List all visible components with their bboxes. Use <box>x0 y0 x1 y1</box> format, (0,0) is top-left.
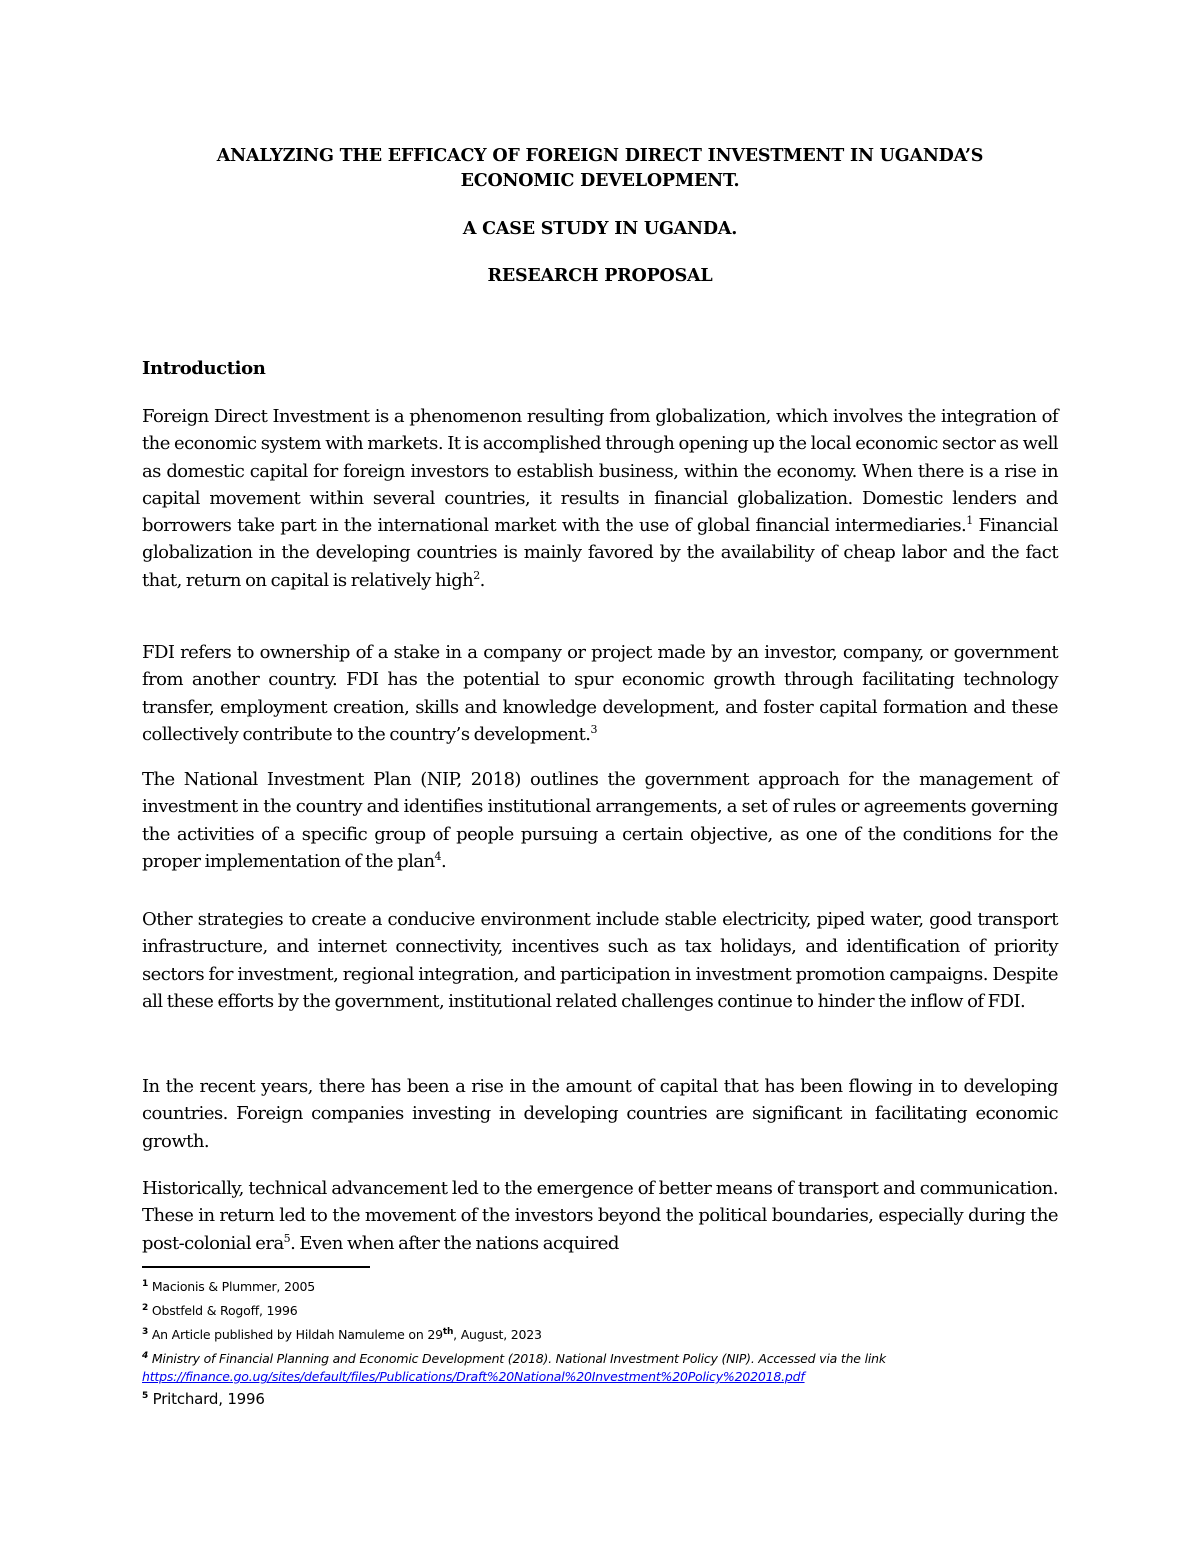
paragraph-text: Historically, technical advancement led to the emergence of better means of transport and communication. These in return led to the movement of the investors beyond the political boundaries, especially during the post-colonial era <box>142 1178 1058 1254</box>
footnote-2 <box>142 1302 298 1320</box>
paragraph-text: The National Investment Plan (NIP, 2018) outlines the government approach for the management of investment in the country and identifies institutional arrangements, a set of rules or agreements governing the activities of a specific group of people pursuing a certain objective, as one of the conditions for the proper implementation of the plan <box>142 769 1058 872</box>
footnote-number: 1 <box>142 1278 149 1289</box>
footnote-number: 5 <box>142 1391 149 1401</box>
paragraph-text: . <box>479 569 485 591</box>
footnote-number: 2 <box>142 1302 149 1313</box>
document-title-line-2: ECONOMIC DEVELOPMENT. <box>460 171 740 191</box>
introduction-paragraph-6 <box>142 1175 1058 1257</box>
document-type-label: RESEARCH PROPOSAL <box>487 266 713 286</box>
footnote-reference-1: 1 <box>966 514 973 528</box>
paragraph-text: Foreign Direct Investment is a phenomenon resulting from globalization, which involves the integration of the economic system with markets. It is accomplished through opening up the local economic sector as well as domestic capital for foreign investors to establish business, within the economy. When there is a rise in capital movement within several countries, it results in financial globalization. Domestic lenders and borrowers take part in the international market with the use of global financial intermediaries. <box>142 406 1058 537</box>
paragraph-text: Financial globalization in the developing countries is mainly favored by the availability of cheap labor and the fact that, return on capital is relatively high <box>142 515 1059 591</box>
footnote-3 <box>142 1326 542 1344</box>
footnote-number: 4 <box>142 1350 149 1361</box>
paragraph-text: . Even when after the nations acquired <box>290 1232 619 1254</box>
footnote-text: Ministry of Financial Planning and Economic Development (2018). National Investment Policy (NIP). Accessed via the link <box>148 1351 886 1366</box>
introduction-paragraph-1 <box>142 403 1058 594</box>
paragraph-text: FDI refers to ownership of a stake in a company or project made by an investor, company, or government from another country. FDI has the potential to spur economic growth through facilitating technology transfer, employment creation, skills and knowledge development, and foster capital formation and these collectively contribute to the country’s development. <box>142 642 1058 745</box>
introduction-paragraph-5: In the recent years, there has been a rise in the amount of capital that has been flowing in to developing countries. Foreign companies investing in developing countries are significant in facilitating economic growth. <box>142 1076 1058 1152</box>
footnote-4 <box>142 1350 1022 1386</box>
introduction-heading: Introduction <box>142 358 266 379</box>
footnote-number: 3 <box>142 1326 149 1337</box>
introduction-paragraph-2 <box>142 639 1058 748</box>
document-subtitle: A CASE STUDY IN UGANDA. <box>462 219 738 239</box>
footnote-separator <box>142 1266 370 1268</box>
footnote-reference-2: 2 <box>473 568 480 582</box>
footnote-5 <box>142 1390 265 1408</box>
footnote-1 <box>142 1278 315 1296</box>
footnote-ordinal-suffix: th <box>442 1326 454 1337</box>
footnote-text: Pritchard, 1996 <box>148 1390 265 1408</box>
footnote-text: , August, 2023 <box>453 1327 542 1342</box>
document-title-line-1: ANALYZING THE EFFICACY OF FOREIGN DIRECT INVESTMENT IN UGANDA’S <box>216 146 984 166</box>
footnote-text: Obstfeld & Rogoff, 1996 <box>148 1303 298 1318</box>
footnote-text: Macionis & Plummer, 2005 <box>148 1279 315 1294</box>
introduction-paragraph-4: Other strategies to create a conducive environment include stable electricity, piped water, good transport infrastructure, and internet connectivity, incentives such as tax holidays, and identification of priority sectors for investment, regional integration, and participation in investment promotion campaigns. Despite all these efforts by the government, institutional related challenges continue to hinder the inflow of FDI. <box>142 909 1058 1012</box>
footnote-reference-5: 5 <box>283 1231 291 1245</box>
introduction-paragraph-3 <box>142 766 1058 875</box>
footnote-reference-3: 3 <box>590 722 597 736</box>
footnote-link[interactable]: https://finance.go.ug/sites/default/files/Publications/Draft%20National%20Investment%20Policy%202018.pdf <box>142 1369 805 1384</box>
paragraph-text: . <box>440 850 447 872</box>
footnote-text: An Article published by Hildah Namuleme on 29 <box>148 1327 443 1342</box>
footnote-reference-4: 4 <box>434 849 441 863</box>
